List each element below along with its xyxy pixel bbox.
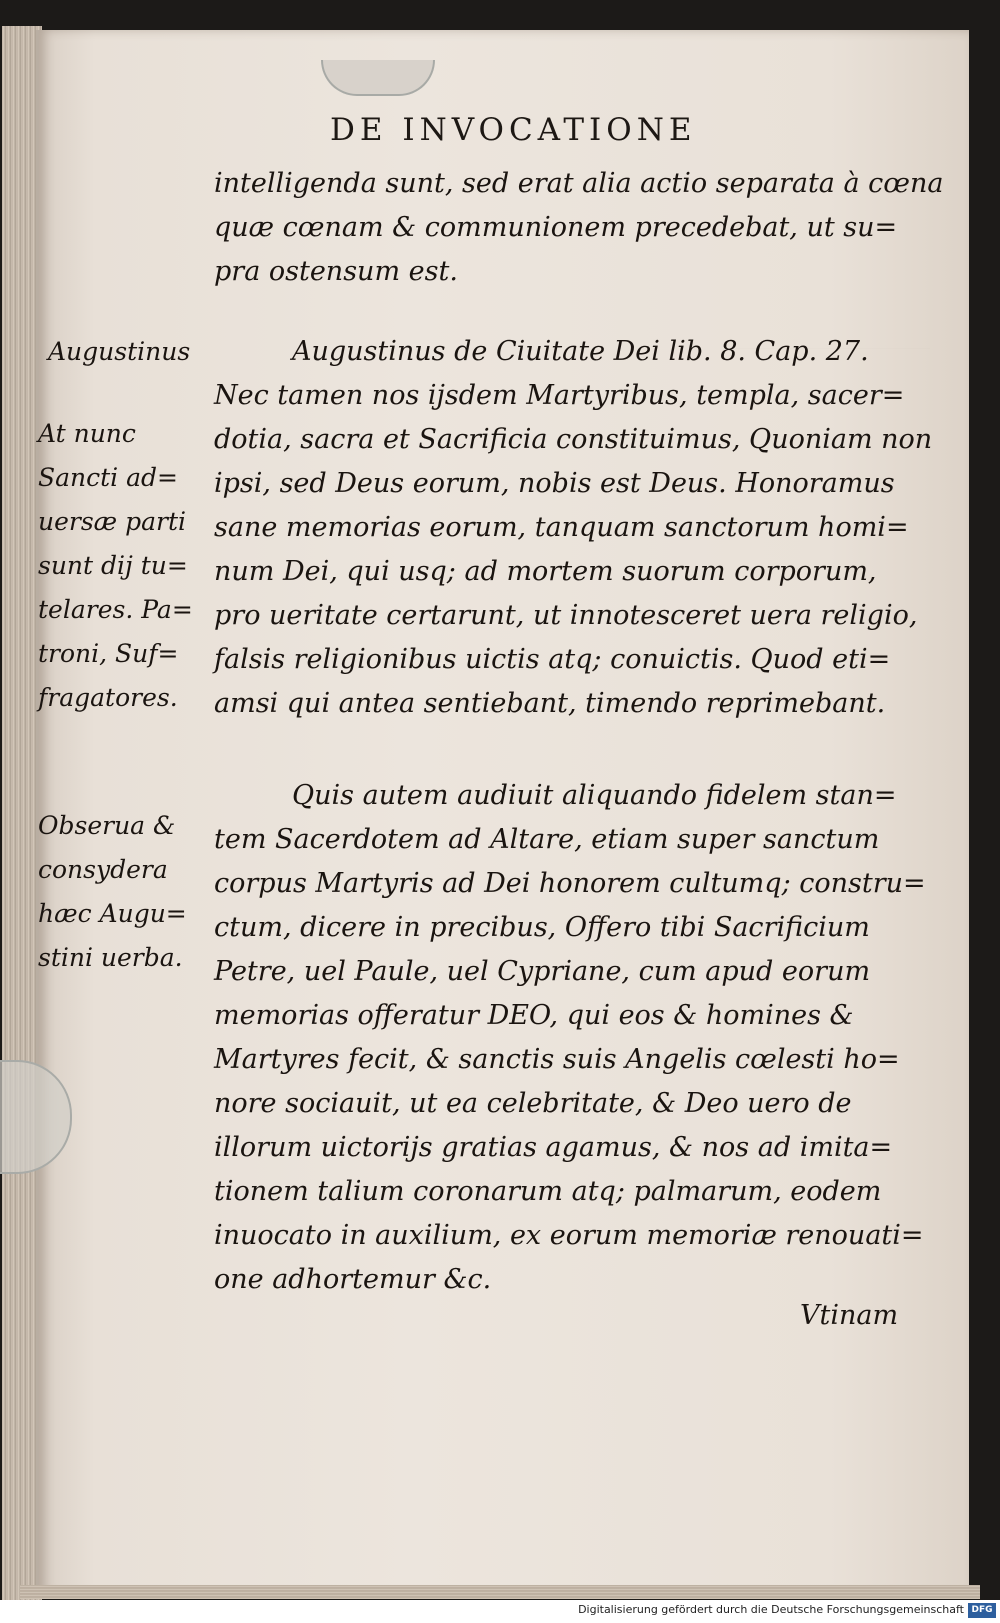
text-line: one adhortemur &c. (214, 1264, 492, 1295)
text-line: ipsi, sed Deus eorum, nobis est Deus. Honoramus (214, 468, 895, 499)
text-line: ctum, dicere in precibus, Offero tibi Sacrificium (214, 912, 870, 943)
margin-line: uersæ parti (38, 507, 187, 536)
page-edges-bottom (20, 1585, 980, 1599)
text-line: corpus Martyris ad Dei honorem cultumq; constru= (214, 868, 926, 899)
text-line: inuocato in auxilium, ex eorum memoriæ renouati= (214, 1220, 924, 1251)
margin-line: Augustinus (48, 337, 191, 366)
margin-line: fragatores. (38, 683, 178, 712)
text-line: num Dei, qui usq; ad mortem suorum corporum, (214, 556, 877, 587)
text-line: Nec tamen nos ijsdem Martyribus, templa, sacer= (214, 380, 905, 411)
text-line: Augustinus de Ciuitate Dei lib. 8. Cap. 27. (292, 336, 869, 367)
text-line: tem Sacerdotem ad Altare, etiam super sanctum (214, 824, 880, 855)
margin-line: consydera (38, 855, 168, 884)
margin-note-sancti (38, 412, 210, 720)
margin-line: Obserua & (38, 811, 176, 840)
text-line: intelligenda sunt, sed erat alia actio separata à cœna (214, 168, 944, 199)
text-line: tionem talium coronarum atq; palmarum, eodem (214, 1176, 882, 1207)
text-line: falsis religionibus uictis atq; conuictis. Quod eti= (214, 644, 891, 675)
running-header: DE INVOCATIONE (330, 112, 697, 148)
text-line: Petre, uel Paule, uel Cypriane, cum apud eorum (214, 956, 871, 987)
text-line: nore sociauit, ut ea celebritate, & Deo uero de (214, 1088, 852, 1119)
margin-line: telares. Pa= (38, 595, 193, 624)
margin-line: troni, Suf= (38, 639, 179, 668)
text-line: sane memorias eorum, tanquam sanctorum homi= (214, 512, 909, 543)
paragraph-1 (214, 162, 944, 294)
text-line: amsi qui antea sentiebant, timendo reprimebant. (214, 688, 886, 719)
text-line: pra ostensum est. (214, 256, 458, 287)
text-line: dotia, sacra et Sacrificia constituimus, Quoniam non (214, 424, 933, 455)
text-line: memorias offeratur DEO, qui eos & homines & (214, 1000, 854, 1031)
text-line: pro ueritate certarunt, ut innotesceret uera religio, (214, 600, 918, 631)
margin-line: Sancti ad= (38, 463, 178, 492)
text-line: Quis autem audiuit aliquando fidelem stan= (292, 780, 897, 811)
dfg-logo-icon: DFG (968, 1603, 996, 1618)
paragraph-2 (214, 330, 933, 726)
margin-line: sunt dij tu= (38, 551, 188, 580)
margin-note-augustinus (48, 330, 220, 374)
paragraph-3 (214, 774, 926, 1302)
margin-line: stini uerba. (38, 943, 183, 972)
page-tab-marker (321, 60, 435, 96)
digitization-footer (0, 1600, 1000, 1623)
margin-note-obserua (38, 804, 210, 980)
text-line: illorum uictorijs gratias agamus, & nos ad imita= (214, 1132, 893, 1163)
text-line: Martyres fecit, & sanctis suis Angelis cœlesti ho= (214, 1044, 900, 1075)
catchword: Vtinam (800, 1300, 899, 1331)
text-line: quæ cœnam & communionem precedebat, ut su= (214, 212, 898, 243)
margin-line: At nunc (38, 419, 136, 448)
footer-credit: Digitalisierung gefördert durch die Deutsche Forschungsgemeinschaft (578, 1603, 964, 1616)
margin-line: hæc Augu= (38, 899, 187, 928)
